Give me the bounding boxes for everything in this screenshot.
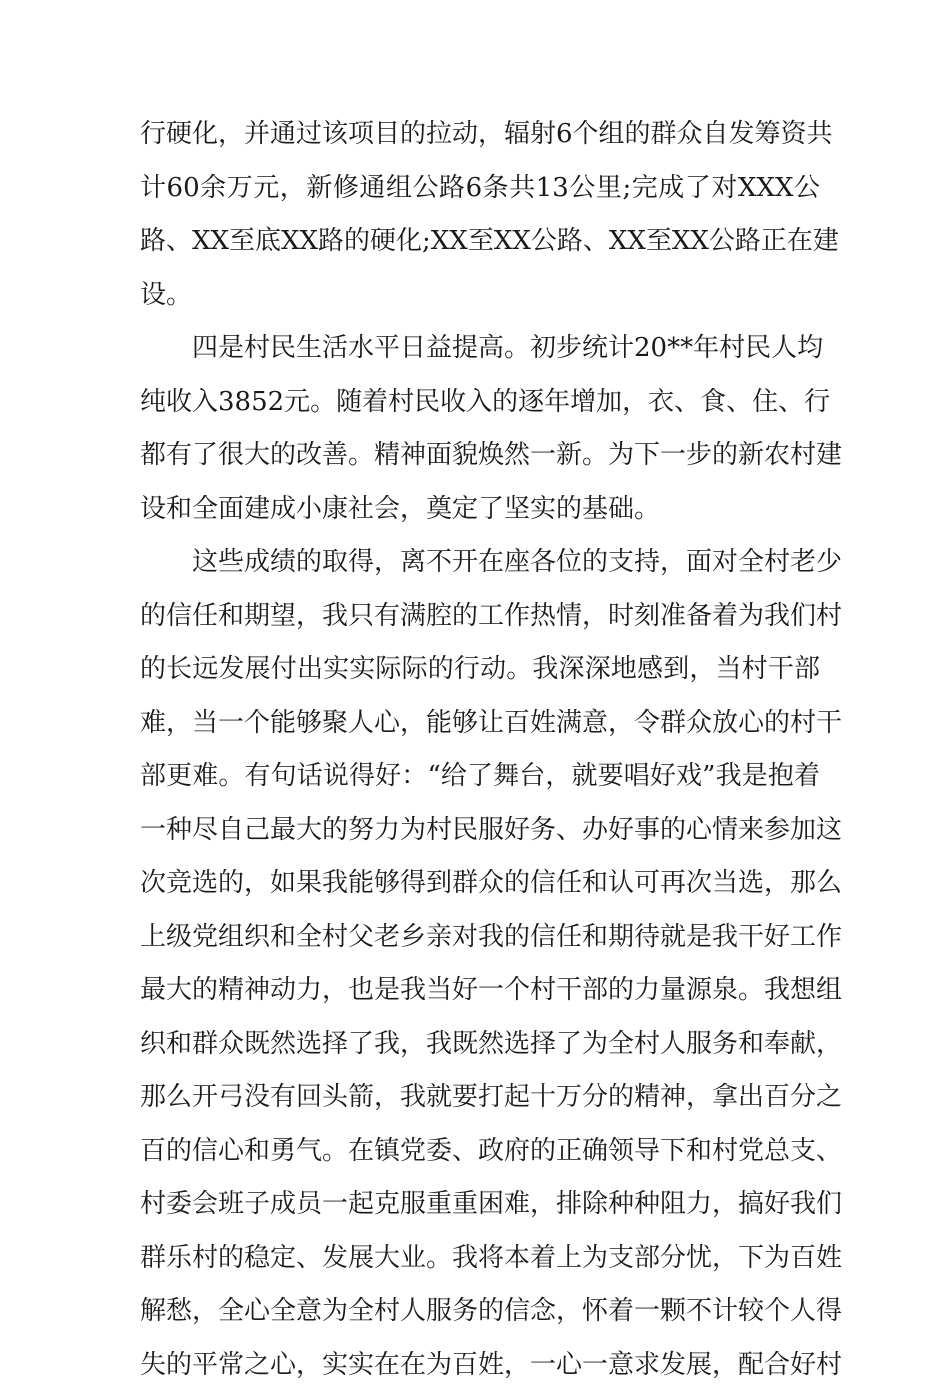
text-line: 最大的精神动力，也是我当好一个村干部的力量源泉。我想组 (140, 964, 820, 1018)
body-text (140, 108, 820, 1392)
text-line: 群乐村的稳定、发展大业。我将本着上为支部分忧，下为百姓 (140, 1232, 820, 1286)
text-line: 计60余万元，新修通组公路6条共13公里;完成了对XXX公 (140, 162, 820, 216)
text-line: 设和全面建成小康社会，奠定了坚实的基础。 (140, 483, 820, 537)
text-line: 行硬化，并通过该项目的拉动，辐射6个组的群众自发筹资共 (140, 108, 820, 162)
text-line: 这些成绩的取得，离不开在座各位的支持，面对全村老少 (140, 536, 820, 590)
text-line: 的长远发展付出实实际际的行动。我深深地感到，当村干部 (140, 643, 820, 697)
text-line: 一种尽自己最大的努力为村民服好务、办好事的心情来参加这 (140, 804, 820, 858)
text-line: 都有了很大的改善。精神面貌焕然一新。为下一步的新农村建 (140, 429, 820, 483)
text-line: 纯收入3852元。随着村民收入的逐年增加，衣、食、住、行 (140, 376, 820, 430)
text-line: 那么开弓没有回头箭，我就要打起十万分的精神，拿出百分之 (140, 1071, 820, 1125)
text-line: 设。 (140, 269, 820, 323)
text-line: 织和群众既然选择了我，我既然选择了为全村人服务和奉献， (140, 1018, 820, 1072)
text-line: 次竞选的，如果我能够得到群众的信任和认可再次当选，那么 (140, 857, 820, 911)
text-line: 的信任和期望，我只有满腔的工作热情，时刻准备着为我们村 (140, 590, 820, 644)
text-line: 路、XX至底XX路的硬化;XX至XX公路、XX至XX公路正在建 (140, 215, 820, 269)
text-line: 百的信心和勇气。在镇党委、政府的正确领导下和村党总支、 (140, 1125, 820, 1179)
text-line: 难，当一个能够聚人心，能够让百姓满意，令群众放心的村干 (140, 697, 820, 751)
text-line: 解愁，全心全意为全村人服务的信念，怀着一颗不计较个人得 (140, 1285, 820, 1339)
text-line: 村委会班子成员一起克服重重困难，排除种种阻力，搞好我们 (140, 1178, 820, 1232)
text-line: 上级党组织和全村父老乡亲对我的信任和期待就是我干好工作 (140, 911, 820, 965)
text-line: 部更难。有句话说得好：“给了舞台，就要唱好戏”我是抱着 (140, 750, 820, 804)
text-line: 失的平常之心，实实在在为百姓，一心一意求发展，配合好村 (140, 1339, 820, 1392)
text-line: 四是村民生活水平日益提高。初步统计20**年村民人均 (140, 322, 820, 376)
